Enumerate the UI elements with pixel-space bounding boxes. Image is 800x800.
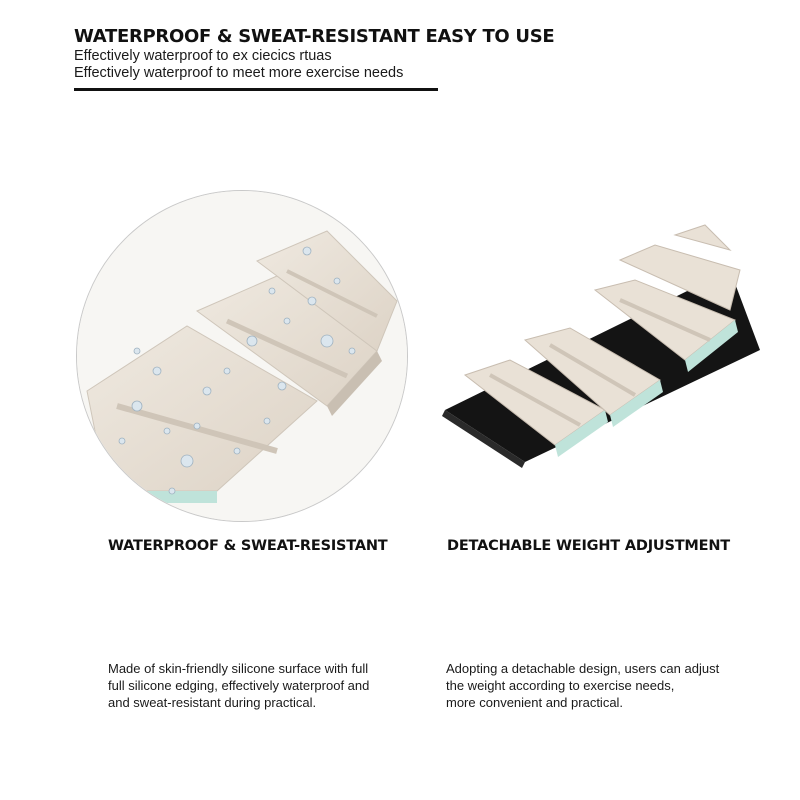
subtitle-line-1: Effectively waterproof to ex ciecics rtuas — [74, 48, 332, 64]
detachable-band-image — [430, 200, 760, 490]
detachable-desc-line-1: Adopting a detachable design, users can adjust — [446, 661, 720, 676]
waterproof-desc-line-1: Made of skin-friendly silicone surface with full — [108, 661, 369, 676]
detachable-desc-line-2: the weight according to exercise needs, — [446, 678, 675, 693]
detachable-section-title: DETACHABLE WEIGHT ADJUSTMENT — [447, 538, 730, 554]
waterproof-closeup-image — [76, 190, 408, 522]
waterproof-desc-line-2: full silicone edging, effectively waterproof and — [108, 678, 370, 693]
waterproof-section-title: WATERPROOF & SWEAT-RESISTANT — [108, 538, 388, 554]
waterproof-description — [108, 660, 408, 711]
detachable-description — [446, 660, 766, 711]
waterproof-desc-line-3: and sweat-resistant during practical. — [108, 695, 317, 710]
detachable-desc-line-3: more convenient and practical. — [446, 695, 624, 710]
header-divider — [74, 88, 438, 91]
header — [74, 26, 555, 82]
detachable-band-illustration — [430, 200, 760, 490]
page-title: WATERPROOF & SWEAT-RESISTANT EASY TO USE — [74, 26, 555, 47]
subtitle-line-2: Effectively waterproof to meet more exercise needs — [74, 65, 404, 81]
weight-pad-5 — [675, 225, 730, 250]
waterproof-pads-illustration — [77, 191, 407, 521]
